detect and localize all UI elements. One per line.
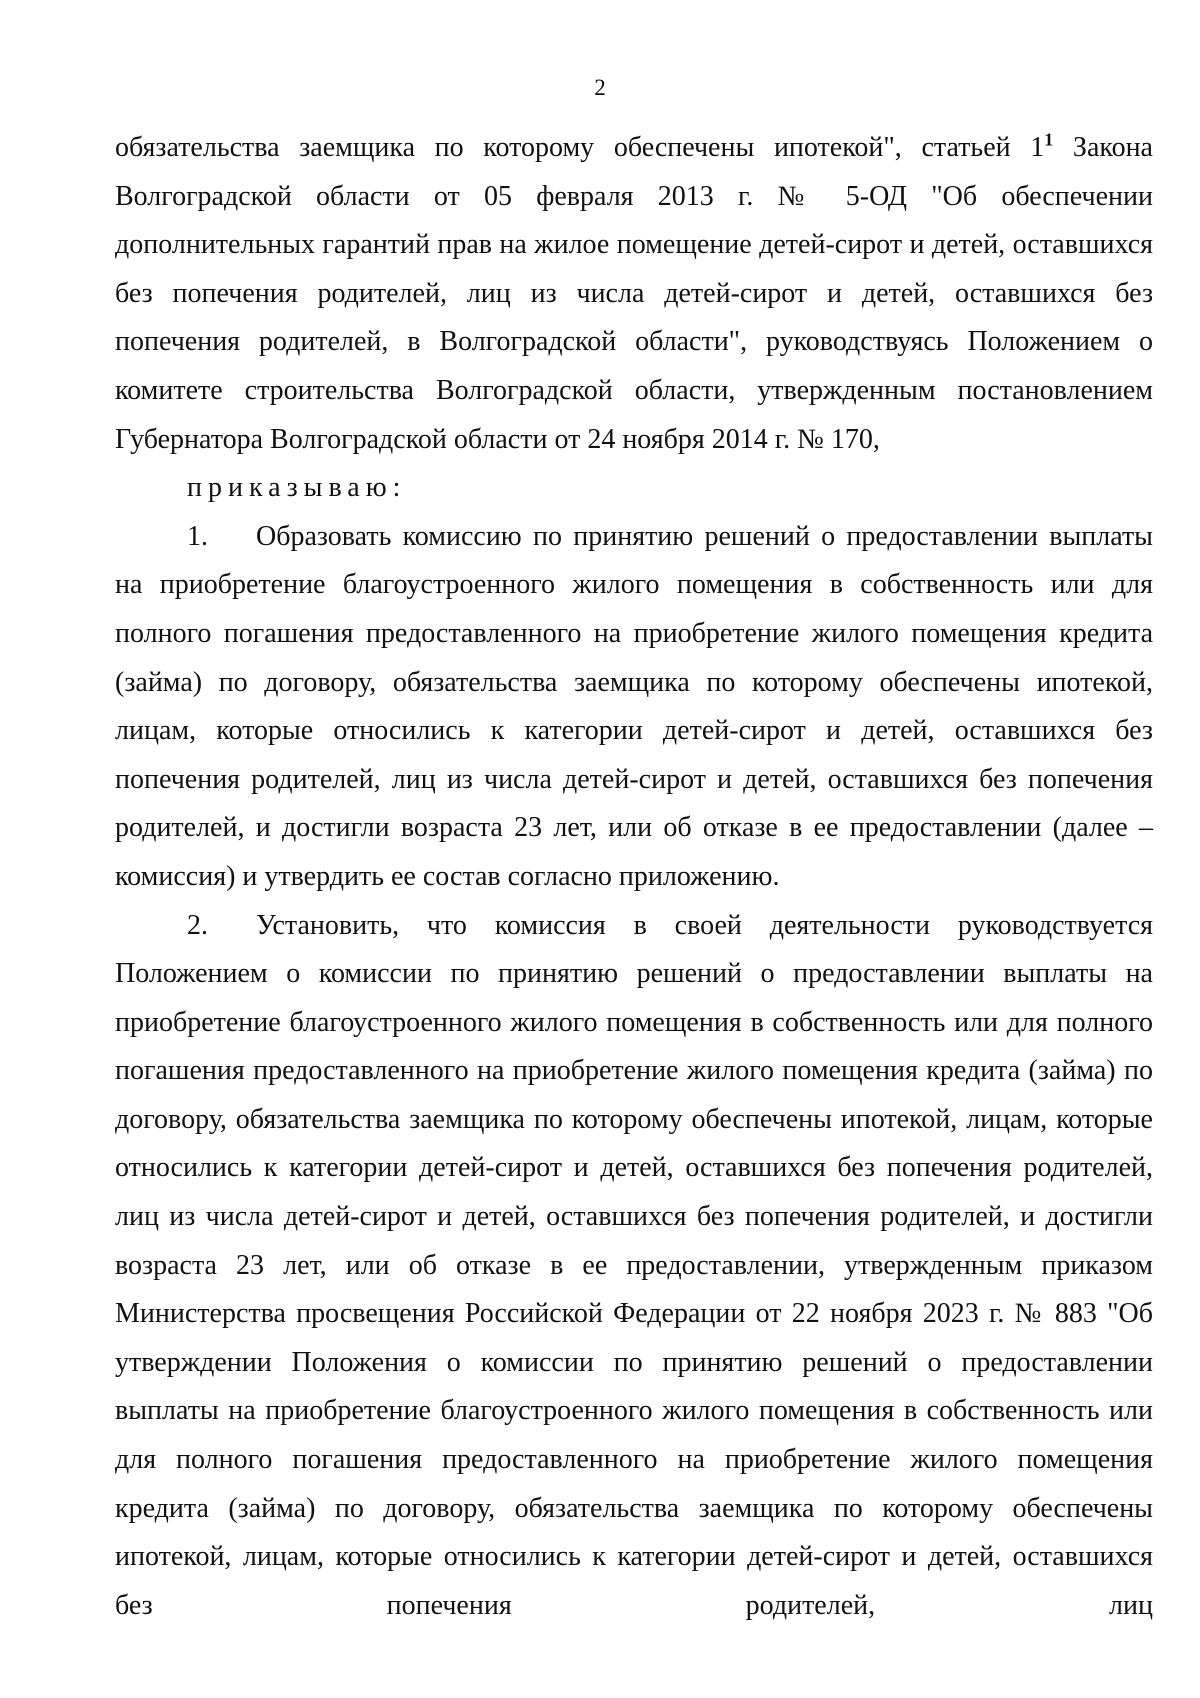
page-number: 2 [594, 75, 606, 100]
order-word: приказываю: [187, 472, 407, 504]
article-superscript: 1 [1044, 129, 1054, 150]
item-text: Установить, что комиссия в своей деятельности руководствуется Положением о комиссии по принятию решений о предоставлении выплаты на приобретение благоустроенного жилого помещения в собственность или для полного погашения предоставленного на приобретение жилого помещения кредита (займа) по договору, обязательства заемщика по которому обеспечены ипотекой, лицам, которые относились к категории детей-сирот и детей, оставшихся без попечения родителей, лиц из числа детей-сирот и детей, оставшихся без попечения родителей, и достигли возраста 23 лет, или об отказе в ее предоставлении, утвержденным приказом Министерства просвещения Российской Федерации от 22 ноября 2023 г. № 883 "Об утверждении Положения о комиссии по принятию решений о предоставлении выплаты на приобретение благоустроенного жилого помещения в собственность или для полного погашения предоставленного на приобретение жилого помещения кредита (займа) по договору, обязательства заемщика по которому обеспечены ипотекой, лицам, которые относились к категории детей-сирот и детей, оставшихся без попечения родителей, лиц [115, 909, 1153, 1621]
preamble-line-1: обязательства заемщика по которому обеспечены ипотекой", статьей 1 [115, 132, 1045, 163]
preamble-rest: Волгоградской области от 05 февраля 2013 г. № 5-ОД "Об обеспечении дополнительных гарантий прав на жилое помещение детей-сирот и детей, оставшихся без попечения родителей, лиц из числа детей-сирот и детей, оставшихся без попечения родителей, в Волгоградской области", руководствуясь Положением о комитете строительства Волгоградской области, утвержденным постановлением Губернатора Волгоградской области от 24 ноября 2014 г. № 170, [115, 180, 1153, 455]
preamble-paragraph [115, 124, 1153, 464]
item-text: Образовать комиссию по принятию решений о предоставлении выплаты на приобретение благоустроенного жилого помещения в собственность или для полного погашения предоставленного на приобретение жилого помещения кредита (займа) по договору, обязательства заемщика по которому обеспечены ипотекой, лицам, которые относились к категории детей-сирот и детей, оставшихся без попечения родителей, лиц из числа детей-сирот и детей, оставшихся без попечения родителей, и достигли возраста 23 лет, или об отказе в ее предоставлении (далее – комиссия) и утвердить ее состав согласно приложению. [115, 520, 1153, 892]
item-number: 1. [187, 520, 208, 552]
order-item-2 [115, 902, 1153, 1631]
preamble-after-superscript: Закона [1053, 132, 1153, 163]
document-body [115, 124, 1153, 1630]
item-number: 2. [187, 909, 208, 941]
order-item-1 [115, 513, 1153, 902]
